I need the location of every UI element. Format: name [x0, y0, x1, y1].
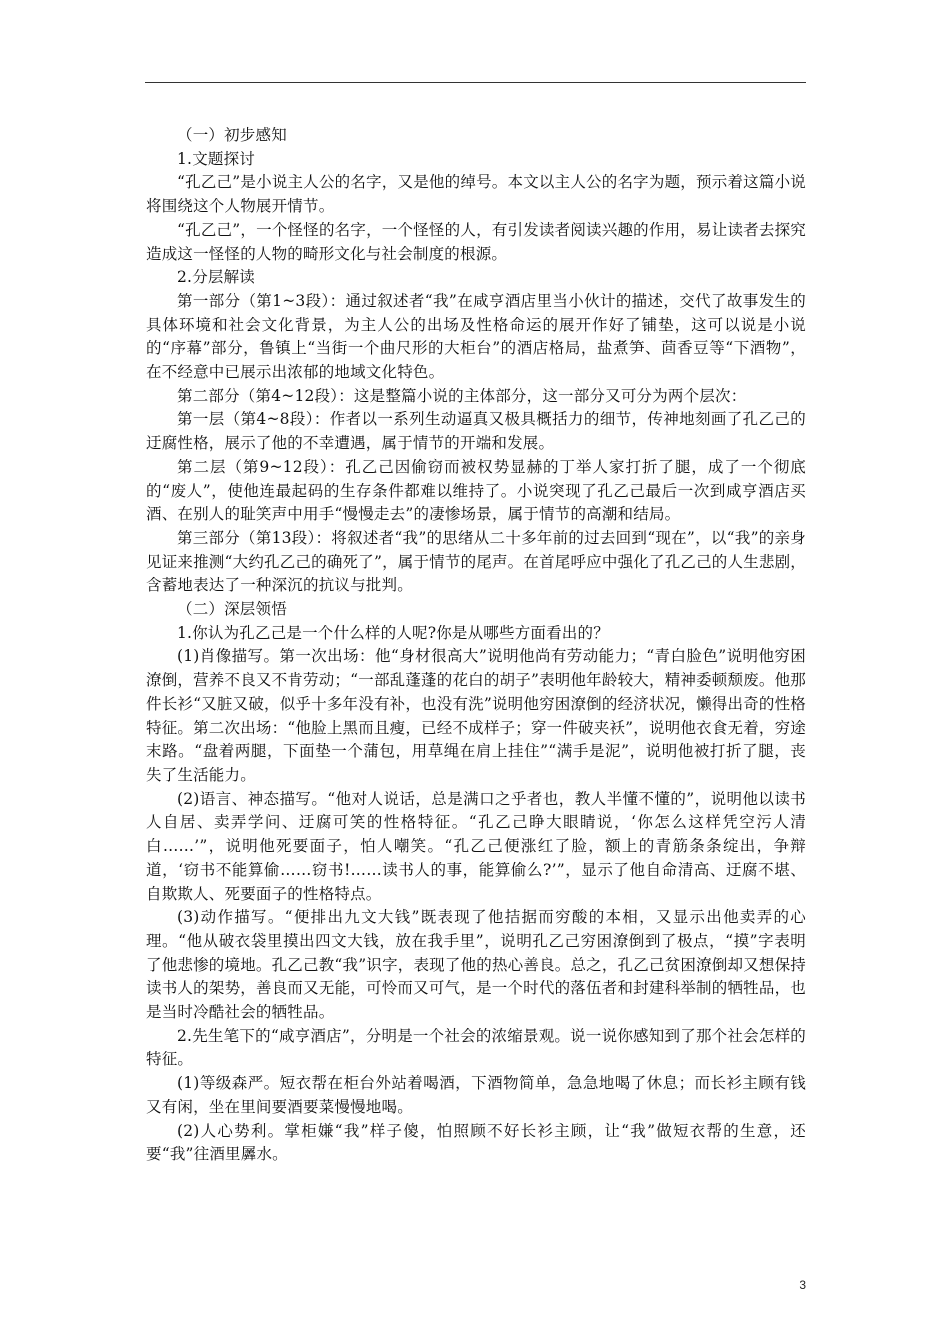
document-body	[146, 124, 806, 1167]
header-rule	[145, 82, 806, 83]
paragraph-strict-hierarchy: (1)等级森严。短衣帮在柜台外站着喝酒，下酒物简单，急急地喝了休息；而长衫主顾有钱又有闲，坐在里间要酒要菜慢慢地喝。	[146, 1074, 806, 1116]
paragraph-layer-two: 第二层（第9~12段）：孔乙己因偷窃而被权势显赫的丁举人家打折了腿，成了一个彻底的“废人”，使他连最起码的生存条件都难以维持了。小说突现了孔乙己最后一次到咸亨酒店买酒、在别人的耻笑声中用手“慢慢走去”的凄惨场景，属于情节的高潮和结局。	[146, 457, 806, 524]
section-heading-deep-understanding: （二）深层领悟	[177, 600, 287, 619]
paragraph-action-description: (3)动作描写。“便排出九文大钱”既表现了他拮据而穷酸的本相，又显示出他卖弄的心理。“他从破衣袋里摸出四文大钱，放在我手里”，说明孔乙己穷困潦倒到了极点，“摸”字表明了他悲惨的境地。孔乙己教“我”识字，表现了他的热心善良。总之，孔乙己贫困潦倒却又想保持读书人的架势，善良而又无能，可怜而又可气，是一个时代的落伍者和封建科举制的牺牲品，也是当时冷酷社会的牺牲品。	[146, 908, 806, 1022]
question-one: 1.你认为孔乙己是一个什么样的人呢?你是从哪些方面看出的？	[177, 623, 609, 642]
paragraph-portrait-description: (1)肖像描写。第一次出场：他“身材很高大”说明他尚有劳动能力；“青白脸色”说明他穷困潦倒，营养不良又不肯劳动；“一部乱蓬蓬的花白的胡子”表明他年龄较大，精神委顿颓废。他那件长衫“又脏又破，似乎十多年没有补，也没有洗”说明他穷困潦倒的经济状况，懒得出奇的性格特征。第二次出场：“他脸上黑而且瘦，已经不成样子；穿一件破夹袄”，说明他衣食无着，穷途末路。“盘着两腿，下面垫一个蒲包，用草绳在肩上挂住”“满手是泥”，说明他被打折了腿，丧失了生活能力。	[146, 647, 806, 784]
page-number: 3	[799, 1278, 806, 1292]
paragraph-part-one: 第一部分（第1~3段）：通过叙述者“我”在咸亨酒店里当小伙计的描述，交代了故事发生的具体环境和社会文化背景，为主人公的出场及性格命运的展开作好了铺垫，这可以说是小说的“序幕”部分，鲁镇上“当街一个曲尺形的大柜台”的酒店格局，盐煮笋、茴香豆等“下酒物”，在不经意中已展示出浓郁的地域文化特色。	[146, 291, 806, 382]
paragraph-layer-one: 第一层（第4~8段）：作者以一系列生动逼真又极具概括力的细节，传神地刻画了孔乙己的迂腐性格，展示了他的不幸遭遇，属于情节的开端和发展。	[146, 410, 806, 453]
paragraph-snobbery: (2)人心势利。掌柜嫌“我”样子傻，怕照顾不好长衫主顾，让“我”做短衣帮的生意，还要“我”往酒里羼水。	[146, 1121, 806, 1164]
question-two: 2.先生笔下的“咸亨酒店”，分明是一个社会的浓缩景观。说一说你感知到了那个社会怎样的特征。	[146, 1026, 806, 1069]
subheading-layered-reading: 2.分层解读	[177, 268, 255, 287]
paragraph-part-two: 第二部分（第4~12段）：这是整篇小说的主体部分，这一部分又可分为两个层次：	[177, 386, 747, 405]
paragraph-title-interest: “孔乙己”，一个怪怪的名字，一个怪怪的人，有引发读者阅读兴趣的作用，易让读者去探究造成这一怪怪的人物的畸形文化与社会制度的根源。	[146, 220, 806, 263]
paragraph-language-description: (2)语言、神态描写。“他对人说话，总是满口之乎者也，教人半懂不懂的”，说明他以读书人自居、卖弄学问、迂腐可笑的性格特征。“孔乙己睁大眼睛说，‘你怎么这样凭空污人清白……’”，说明他死要面子，怕人嘲笑。“孔乙己便涨红了脸，额上的青筋条条绽出，争辩道，‘窃书不能算偷……窃书!……读书人的事，能算偷么?’”，显示了他自命清高、迂腐不堪、自欺欺人、死要面子的性格特点。	[146, 789, 806, 903]
paragraph-part-three: 第三部分（第13段）：将叙述者“我”的思绪从二十多年前的过去回到“现在”，以“我”的亲身见证来推测“大约孔乙己的确死了”，属于情节的尾声。在首尾呼应中强化了孔乙己的人生悲剧，含蓄地表达了一种深沉的抗议与批判。	[146, 528, 806, 595]
section-heading-initial-perception: （一）初步感知	[177, 126, 287, 144]
subheading-title-discussion: 1.文题探讨	[177, 149, 255, 168]
paragraph-title-meaning: “孔乙己”是小说主人公的名字，又是他的绰号。本文以主人公的名字为题，预示着这篇小说将围绕这个人物展开情节。	[146, 173, 806, 216]
